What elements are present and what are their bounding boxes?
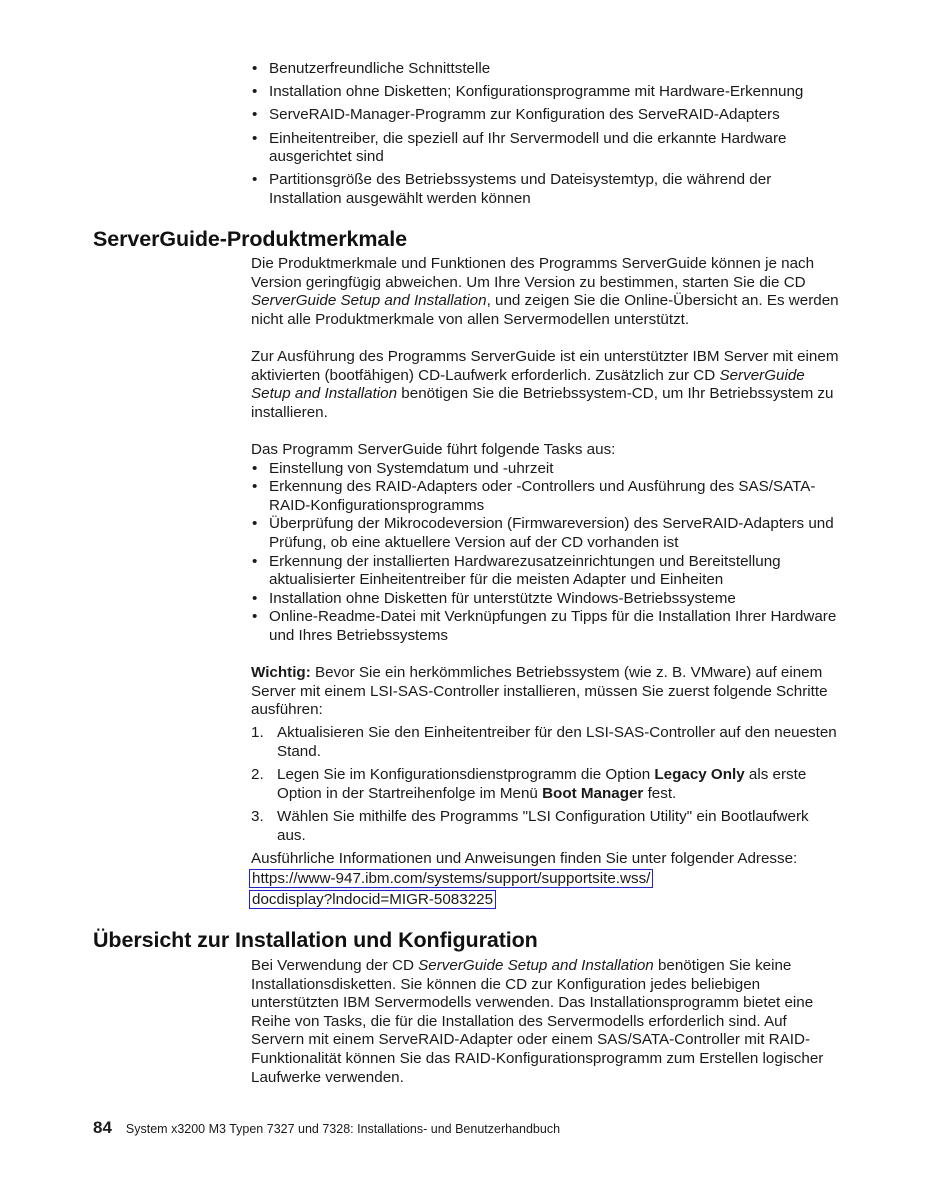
steps-list xyxy=(251,724,841,845)
text-run: Bevor Sie ein herkömmliches Betriebssystem (wie z. B. VMware) auf einem Server mit einem LSI-SAS-Controller installieren, müssen Sie zuerst folgende Schritte ausführen: xyxy=(251,664,828,719)
list-item: • ServeRAID-Manager-Programm zur Konfiguration des ServeRAID-Adapters xyxy=(251,106,841,125)
text-run: Zur Ausführung des Programms ServerGuide ist ein unterstützter IBM Server mit einem aktivierten (bootfähigen) CD-Laufwerk erforderlich. Zusätzlich zur CD xyxy=(251,347,839,384)
cd-title: ServerGuide Setup and Installation xyxy=(251,366,805,403)
feature-list-block xyxy=(251,60,841,213)
text-run: benötigen Sie die Betriebssystem-CD, um Ihr Betriebssystem zu installieren. xyxy=(251,385,834,421)
option-name: Legacy Only xyxy=(654,766,745,784)
section-body xyxy=(251,255,841,910)
section-heading: ServerGuide-Produktmerkmale xyxy=(93,227,407,251)
menu-name: Boot Manager xyxy=(542,784,644,802)
cd-title: ServerGuide Setup and Installation xyxy=(418,957,654,974)
feature-list xyxy=(251,60,841,209)
text-run: als erste Option in der Startreihenfolge im Menü xyxy=(277,766,807,802)
list-item: • Überprüfung der Mikrocodeversion (Firmwareversion) des ServeRAID-Adapters und Prüfung, ob eine aktuellere Version auf der CD vorhanden ist xyxy=(251,515,841,552)
list-item: • Einheitentreiber, die speziell auf Ihr Servermodell und die erkannte Hardware ausgerichtet sind xyxy=(251,130,841,167)
text-run: fest. xyxy=(643,784,677,802)
page-number: 84 xyxy=(93,1118,112,1137)
text-run: benötigen Sie keine Installationsdisketten. Sie können die CD zur Konfiguration jedes beliebigen unterstützten IBM Servermodells verwenden. Das Installationsprogramm bietet eine Reihe von Tasks, die für die Installation des Servermodells erforderlich sind. Auf Servern mit einem ServeRAID-Adapter oder einem SAS/SATA-Controller mit RAID-Funktionalität können Sie das RAID-Konfigurationsprogramm zum Erstellen logischer Laufwerke verwenden. xyxy=(251,957,824,1086)
section-body xyxy=(251,957,841,1087)
text-run: Die Produktmerkmale und Funktionen des Programms ServerGuide können je nach Version geringfügig abweichen. Um Ihre Version zu bestimmen, starten Sie die CD xyxy=(251,255,815,291)
step-number: 2. xyxy=(251,766,264,784)
text-run: Bei Verwendung der CD xyxy=(251,957,419,974)
footer-title: System x3200 M3 Typen 7327 und 7328: Installations- und Benutzerhandbuch xyxy=(125,1122,561,1136)
paragraph xyxy=(251,255,841,329)
list-item: • Erkennung des RAID-Adapters oder -Controllers und Ausführung des SAS/SATA-RAID-Konfigurationsprogramms xyxy=(251,478,841,515)
support-link[interactable] xyxy=(251,869,841,909)
important-note xyxy=(251,664,841,720)
paragraph xyxy=(251,348,841,422)
list-item: • Online-Readme-Datei mit Verknüpfungen zu Tipps für die Installation Ihrer Hardware und Ihres Betriebssystems xyxy=(251,608,841,645)
text-run: Legen Sie im Konfigurationsdienstprogramm die Option xyxy=(277,766,655,784)
cd-title: ServerGuide Setup and Installation xyxy=(251,292,487,310)
tasks-intro: Das Programm ServerGuide führt folgende Tasks aus: xyxy=(251,440,616,458)
list-item: • Benutzerfreundliche Schnittstelle xyxy=(251,60,841,79)
text-run: Wählen Sie mithilfe des Programms "LSI Configuration Utility" ein Bootlaufwerk aus. xyxy=(277,808,809,844)
list-item: • Installation ohne Disketten; Konfigurationsprogramme mit Hardware-Erkennung xyxy=(251,83,841,102)
step-number: 3. xyxy=(251,808,264,825)
page-footer xyxy=(93,1118,560,1138)
list-item: • Erkennung der installierten Hardwarezusatzeinrichtungen und Bereitstellung aktualisierter Einheitentreiber für die meisten Adapter und Einheiten xyxy=(251,553,841,590)
list-item: • Einstellung von Systemdatum und -uhrzeit xyxy=(251,460,841,479)
step-item xyxy=(251,724,841,761)
text-run: , und zeigen Sie die Online-Übersicht an. Es werden nicht alle Produktmerkmale von allen Servermodellen unterstützt. xyxy=(251,292,839,328)
list-item: • Partitionsgröße des Betriebssystems und Dateisystemtyp, die während der Installation ausgewählt werden können xyxy=(251,171,841,208)
list-item: • Installation ohne Disketten für unterstützte Windows-Betriebssysteme xyxy=(251,590,841,609)
step-item xyxy=(251,808,841,845)
text-run: Aktualisieren Sie den Einheitentreiber für den LSI-SAS-Controller auf den neuesten Stand. xyxy=(277,724,837,761)
paragraph xyxy=(251,957,841,1087)
section-heading: Übersicht zur Installation und Konfiguration xyxy=(93,928,538,952)
link-line[interactable]: docdisplay?lndocid=MIGR-5083225 xyxy=(249,890,496,909)
task-list xyxy=(251,460,841,646)
important-label: Wichtig: xyxy=(251,664,311,682)
step-number: 1. xyxy=(251,724,264,742)
info-text: Ausführliche Informationen und Anweisungen finden Sie unter folgender Adresse: xyxy=(251,849,798,867)
link-line[interactable]: https://www-947.ibm.com/systems/support/supportsite.wss/ xyxy=(249,869,653,888)
step-item xyxy=(251,766,841,803)
